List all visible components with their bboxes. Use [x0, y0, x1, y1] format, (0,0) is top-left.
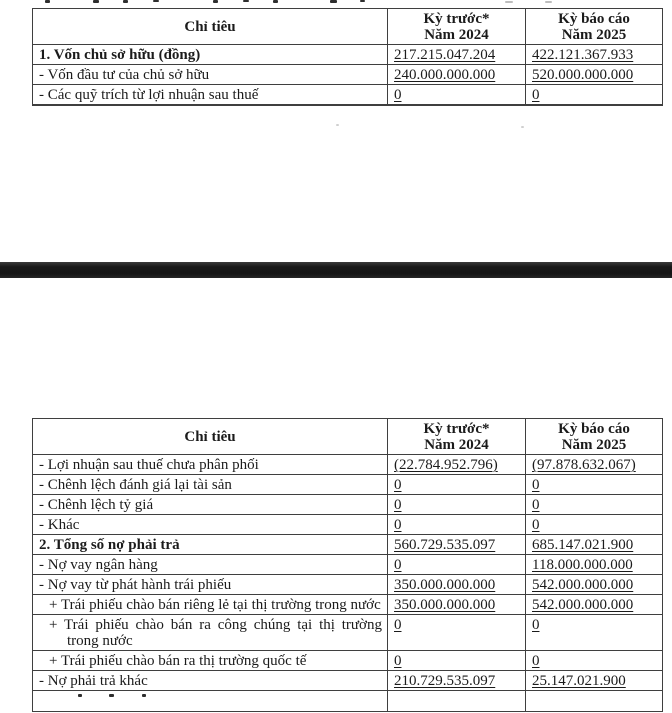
underlined-value: 118.000.000.000 — [532, 557, 633, 573]
header-prev-period — [388, 9, 526, 44]
value-report-period — [526, 475, 662, 494]
value-report-period — [526, 455, 662, 474]
row-label: + Trái phiếu chào bán ra công chúng tại thị trường trong nước — [33, 615, 388, 650]
table-row — [33, 495, 662, 515]
underlined-value: 0 — [532, 653, 540, 669]
row-label: - Vốn đầu tư của chủ sở hữu — [33, 65, 388, 84]
underlined-value: (97.878.632.067) — [532, 457, 636, 473]
underlined-value: 0 — [532, 497, 540, 513]
value-prev-period — [388, 615, 526, 650]
underlined-value: 210.729.535.097 — [394, 673, 496, 689]
table-row — [33, 45, 662, 65]
table-row — [33, 555, 662, 575]
table-row — [33, 615, 662, 651]
table-body — [33, 45, 662, 105]
financial-table-equity — [32, 8, 663, 106]
underlined-value: 520.000.000.000 — [532, 67, 634, 83]
cropped-next-row-fragment — [33, 691, 662, 711]
underlined-value: (22.784.952.796) — [394, 457, 498, 473]
header-prev-line2: Năm 2024 — [424, 27, 489, 43]
table-row — [33, 515, 662, 535]
table-body — [33, 455, 662, 691]
row-label: - Nợ vay ngân hàng — [33, 555, 388, 574]
value-report-period — [526, 535, 662, 554]
underlined-value: 0 — [394, 87, 402, 103]
value-prev-period — [388, 671, 526, 690]
row-label: - Chênh lệch tỷ giá — [33, 495, 388, 514]
header-prev-line2: Năm 2024 — [424, 437, 489, 453]
header-report-period — [526, 9, 662, 44]
header-prev-period — [388, 419, 526, 454]
header-report-period — [526, 419, 662, 454]
underlined-value: 350.000.000.000 — [394, 597, 496, 613]
underlined-value: 0 — [532, 617, 540, 633]
value-report-period — [526, 575, 662, 594]
scan-speck — [336, 124, 339, 126]
header-prev-line1: Kỳ trước* — [423, 11, 490, 27]
header-report-line2: Năm 2025 — [561, 437, 627, 453]
underlined-value: 0 — [394, 477, 402, 493]
underlined-value: 25.147.021.900 — [532, 673, 626, 689]
financial-table-liabilities — [32, 418, 663, 712]
value-report-period — [526, 615, 662, 650]
table-row — [33, 671, 662, 691]
table-row — [33, 85, 662, 105]
row-label: - Nợ vay từ phát hành trái phiếu — [33, 575, 388, 594]
scan-speck — [521, 126, 524, 128]
value-report-period — [526, 45, 662, 64]
value-report-period — [526, 85, 662, 104]
underlined-value: 542.000.000.000 — [532, 597, 634, 613]
underlined-value: 0 — [394, 617, 402, 633]
table-header-row — [33, 419, 662, 455]
header-criteria: Chỉ tiêu — [33, 419, 388, 454]
row-label: 2. Tổng số nợ phải trả — [33, 535, 388, 554]
value-report-period — [526, 555, 662, 574]
value-prev-period — [388, 575, 526, 594]
underlined-value: 0 — [394, 497, 402, 513]
value-report-period — [526, 595, 662, 614]
underlined-value: 217.215.047.204 — [394, 47, 496, 63]
underlined-value: 240.000.000.000 — [394, 67, 496, 83]
value-prev-period — [388, 651, 526, 670]
table-row — [33, 575, 662, 595]
row-label: - Khác — [33, 515, 388, 534]
row-label: + Trái phiếu chào bán ra thị trường quốc tế — [33, 651, 388, 670]
value-prev-period — [388, 455, 526, 474]
cropped-row-cell — [526, 691, 662, 711]
row-label: - Các quỹ trích từ lợi nhuận sau thuế — [33, 85, 388, 104]
page-separator-bar — [0, 262, 672, 278]
value-prev-period — [388, 85, 526, 104]
table-row — [33, 455, 662, 475]
underlined-value: 560.729.535.097 — [394, 537, 496, 553]
header-criteria: Chỉ tiêu — [33, 9, 388, 44]
table-header-row — [33, 9, 662, 45]
underlined-value: 0 — [532, 517, 540, 533]
table-row — [33, 65, 662, 85]
row-label: - Chênh lệch đánh giá lại tài sản — [33, 475, 388, 494]
value-prev-period — [388, 495, 526, 514]
underlined-value: 0 — [532, 477, 540, 493]
value-prev-period — [388, 535, 526, 554]
value-report-period — [526, 495, 662, 514]
table-row — [33, 595, 662, 615]
value-prev-period — [388, 65, 526, 84]
row-label: + Trái phiếu chào bán riêng lẻ tại thị trường trong nước — [33, 595, 388, 614]
value-report-period — [526, 65, 662, 84]
underlined-value: 685.147.021.900 — [532, 537, 634, 553]
cropped-row-cell — [388, 691, 526, 711]
value-report-period — [526, 515, 662, 534]
row-label: - Nợ phải trả khác — [33, 671, 388, 690]
value-report-period — [526, 651, 662, 670]
underlined-value: 0 — [394, 517, 402, 533]
value-report-period — [526, 671, 662, 690]
table-row — [33, 475, 662, 495]
value-prev-period — [388, 515, 526, 534]
header-report-line1: Kỳ báo cáo — [558, 11, 630, 27]
underlined-value: 350.000.000.000 — [394, 577, 496, 593]
cropped-row-label — [33, 691, 388, 711]
underlined-value: 0 — [394, 557, 402, 573]
underlined-value: 0 — [532, 87, 540, 103]
row-label: - Lợi nhuận sau thuế chưa phân phối — [33, 455, 388, 474]
value-prev-period — [388, 45, 526, 64]
header-report-line1: Kỳ báo cáo — [558, 421, 630, 437]
underlined-value: 422.121.367.933 — [532, 47, 634, 63]
table-row — [33, 535, 662, 555]
header-report-line2: Năm 2025 — [561, 27, 627, 43]
value-prev-period — [388, 475, 526, 494]
value-prev-period — [388, 555, 526, 574]
header-prev-line1: Kỳ trước* — [423, 421, 490, 437]
underlined-value: 542.000.000.000 — [532, 577, 634, 593]
row-label: 1. Vốn chủ sở hữu (đồng) — [33, 45, 388, 64]
value-prev-period — [388, 595, 526, 614]
table-row — [33, 651, 662, 671]
underlined-value: 0 — [394, 653, 402, 669]
